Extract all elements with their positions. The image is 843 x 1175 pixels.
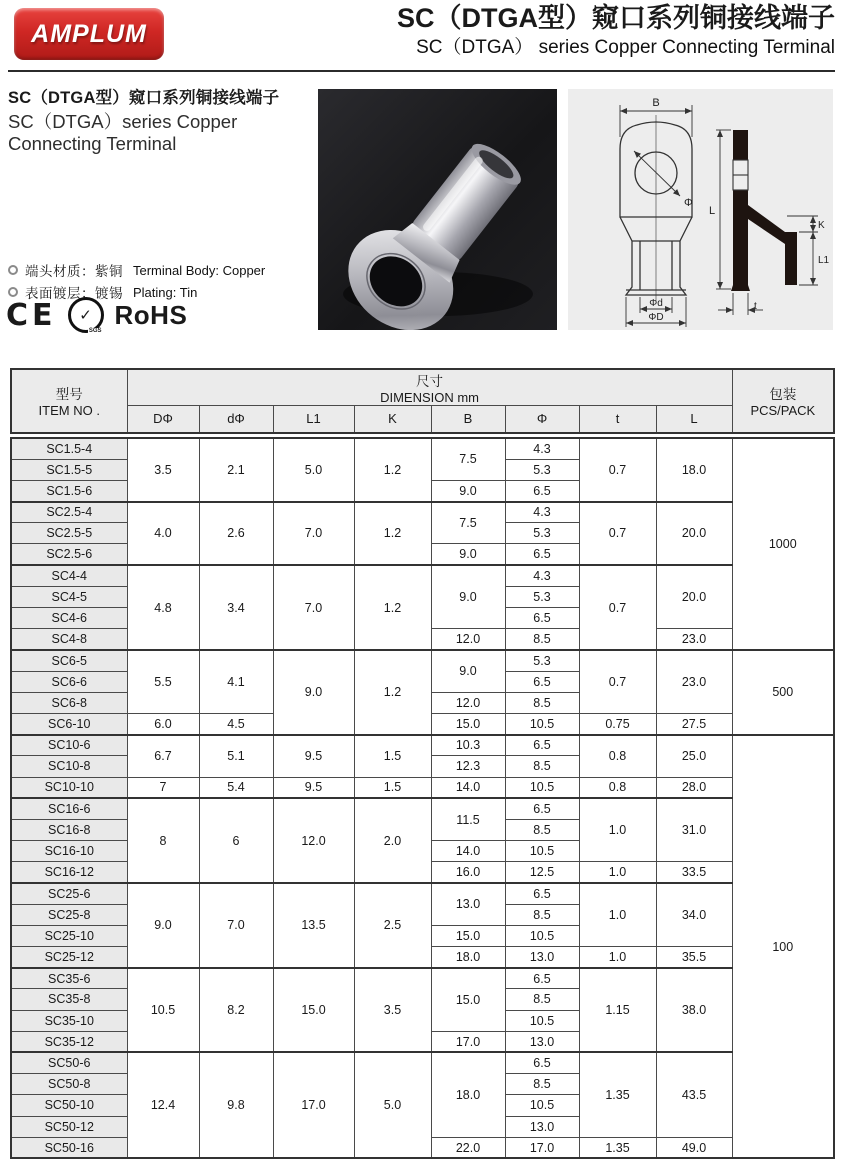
dim-value-cell: 7.0 [273, 565, 354, 650]
header-divider [8, 70, 835, 72]
dim-value-cell: 2.6 [199, 502, 273, 566]
dim-value-cell: 12.0 [431, 692, 505, 713]
dim-value-cell: 31.0 [656, 798, 732, 862]
dim-value-cell: 5.3 [505, 459, 579, 480]
dim-value-cell: 10.5 [505, 925, 579, 946]
spec-plating-zh: 表面镀层：镀锡 [25, 286, 123, 301]
table-row [11, 565, 834, 586]
table-row [11, 735, 834, 756]
dim-value-cell: 8.5 [505, 989, 579, 1010]
item-no-cell: SC4-6 [11, 608, 127, 629]
dim-value-cell: 38.0 [656, 968, 732, 1053]
dim-value-cell: 0.7 [579, 650, 656, 714]
dim-value-cell: 27.5 [656, 713, 732, 734]
dim-value-cell: 4.3 [505, 565, 579, 586]
dim-value-cell: 17.0 [431, 1031, 505, 1052]
dim-value-cell: 5.3 [505, 650, 579, 671]
dim-col-header: dΦ [199, 406, 273, 433]
dim-label-L1: L1 [818, 255, 830, 266]
dim-value-cell: 20.0 [656, 565, 732, 629]
dim-value-cell: 500 [732, 650, 834, 735]
dim-value-cell: 10.3 [431, 735, 505, 756]
dim-value-cell: 6.5 [505, 735, 579, 756]
dim-value-cell: 1.5 [354, 777, 431, 798]
dim-label-t: t [754, 301, 757, 312]
item-no-cell: SC6-8 [11, 692, 127, 713]
dim-value-cell: 1.2 [354, 650, 431, 735]
dim-value-cell: 5.4 [199, 777, 273, 798]
dim-value-cell: 8.2 [199, 968, 273, 1053]
item-no-cell: SC1.5-5 [11, 459, 127, 480]
table-row [11, 777, 834, 798]
dim-value-cell: 8 [127, 798, 199, 883]
col-header-pack: 包装 PCS/PACK [732, 369, 834, 433]
dim-value-cell: 1.15 [579, 968, 656, 1053]
product-intro [8, 84, 310, 155]
dim-value-cell: 5.0 [273, 438, 354, 502]
dim-value-cell: 9.0 [273, 650, 354, 735]
dim-value-cell: 17.0 [273, 1052, 354, 1158]
dim-value-cell: 9.5 [273, 735, 354, 777]
dim-value-cell: 1.35 [579, 1052, 656, 1137]
dim-value-cell: 1.5 [354, 735, 431, 777]
document-title-zh: SC（DTGA型）窥口系列铜接线端子 [397, 3, 835, 33]
dim-col-row [11, 406, 834, 433]
dim-value-cell: 6.5 [505, 608, 579, 629]
item-no-cell: SC16-8 [11, 819, 127, 840]
dim-value-cell: 3.5 [127, 438, 199, 502]
dim-value-cell: 3.5 [354, 968, 431, 1053]
dim-value-cell: 12.5 [505, 862, 579, 883]
amplum-logo-text: AMPLUM [31, 19, 147, 48]
dim-value-cell: 6.5 [505, 480, 579, 501]
dim-value-cell: 15.0 [431, 713, 505, 734]
dim-value-cell: 8.5 [505, 692, 579, 713]
dim-label-B: B [652, 97, 660, 109]
item-no-cell: SC2.5-6 [11, 544, 127, 565]
item-no-cell: SC1.5-4 [11, 438, 127, 459]
col-header-dimension: 尺寸 DIMENSION mm [127, 369, 732, 406]
dim-value-cell: 3.4 [199, 565, 273, 650]
dim-col-header: DΦ [127, 406, 199, 433]
dim-value-cell: 1.2 [354, 438, 431, 502]
dim-col-header: K [354, 406, 431, 433]
dim-value-cell: 9.0 [431, 650, 505, 692]
dim-value-cell: 18.0 [431, 947, 505, 968]
item-no-cell: SC4-4 [11, 565, 127, 586]
item-no-cell: SC16-10 [11, 841, 127, 862]
table-row [11, 438, 834, 459]
dim-value-cell: 12.0 [431, 629, 505, 650]
item-no-cell: SC25-8 [11, 904, 127, 925]
dim-label-phid: Φd [649, 298, 663, 309]
dim-value-cell: 33.5 [656, 862, 732, 883]
spec-body-zh: 端头材质：紫铜 [25, 264, 123, 279]
dim-value-cell: 1.0 [579, 883, 656, 947]
dim-value-cell: 2.0 [354, 798, 431, 883]
item-no-cell: SC10-6 [11, 735, 127, 756]
dim-value-cell: 9.5 [273, 777, 354, 798]
bullet-icon [8, 265, 18, 275]
item-no-cell: SC50-10 [11, 1095, 127, 1116]
dim-value-cell: 22.0 [431, 1137, 505, 1158]
dim-col-header: t [579, 406, 656, 433]
item-no-cell: SC50-8 [11, 1074, 127, 1095]
dim-value-cell: 8.5 [505, 819, 579, 840]
dim-value-cell: 6.5 [505, 968, 579, 989]
dim-value-cell: 16.0 [431, 862, 505, 883]
dim-value-cell: 1.0 [579, 862, 656, 883]
dim-value-cell: 4.5 [199, 713, 273, 734]
dim-label-L: L [709, 205, 716, 217]
dim-value-cell: 0.7 [579, 438, 656, 502]
dim-value-cell: 1.35 [579, 1137, 656, 1158]
dim-value-cell: 4.1 [199, 650, 273, 714]
bullet-icon [8, 287, 18, 297]
dim-value-cell: 12.3 [431, 756, 505, 777]
dim-value-cell: 4.3 [505, 502, 579, 523]
dimension-drawing-graphic [568, 89, 833, 330]
item-no-cell: SC50-6 [11, 1052, 127, 1073]
dim-value-cell: 9.0 [431, 480, 505, 501]
spec-row-body [8, 259, 310, 281]
dim-value-cell: 6.5 [505, 798, 579, 819]
dim-value-cell: 12.0 [273, 798, 354, 883]
dim-value-cell: 0.8 [579, 777, 656, 798]
dim-value-cell: 10.5 [505, 1010, 579, 1031]
dim-value-cell: 9.0 [127, 883, 199, 968]
dim-value-cell: 0.7 [579, 565, 656, 650]
spec-table-body [11, 438, 834, 1158]
spec-plating-en: Plating: Tin [133, 284, 198, 300]
table-row [11, 650, 834, 671]
rohs-mark: RoHS [114, 299, 188, 330]
item-no-cell: SC2.5-4 [11, 502, 127, 523]
dim-value-cell: 1.0 [579, 947, 656, 968]
spec-table-header [10, 368, 835, 434]
dim-value-cell: 17.0 [505, 1137, 579, 1158]
dim-value-cell: 12.4 [127, 1052, 199, 1158]
dim-value-cell: 6.5 [505, 883, 579, 904]
dim-value-cell: 8.5 [505, 629, 579, 650]
dim-value-cell: 8.5 [505, 904, 579, 925]
dim-value-cell: 9.0 [431, 565, 505, 629]
dim-value-cell: 13.5 [273, 883, 354, 968]
dim-value-cell: 1.2 [354, 502, 431, 566]
dim-value-cell: 25.0 [656, 735, 732, 777]
table-row [11, 502, 834, 523]
dim-value-cell: 7 [127, 777, 199, 798]
dim-value-cell: 43.5 [656, 1052, 732, 1137]
dim-label-K: K [818, 220, 825, 231]
certification-marks [6, 297, 187, 333]
table-row [11, 968, 834, 989]
item-no-cell: SC35-8 [11, 989, 127, 1010]
dim-value-cell: 0.8 [579, 735, 656, 777]
terminal-photo-graphic [318, 89, 557, 330]
dim-value-cell: 5.0 [354, 1052, 431, 1158]
dim-value-cell: 2.1 [199, 438, 273, 502]
dim-value-cell: 6.5 [505, 1052, 579, 1073]
document-title-en: SC（DTGA） series Copper Connecting Terminal [416, 37, 835, 59]
dim-label-phi: Φ [684, 197, 693, 209]
table-row [11, 798, 834, 819]
dim-value-cell: 8.5 [505, 1074, 579, 1095]
dim-value-cell: 8.5 [505, 756, 579, 777]
dim-value-cell: 100 [732, 735, 834, 1159]
dim-value-cell: 4.0 [127, 502, 199, 566]
dim-col-header: L1 [273, 406, 354, 433]
technical-drawing [568, 89, 833, 330]
dim-value-cell: 18.0 [656, 438, 732, 502]
dim-value-cell: 4.3 [505, 438, 579, 459]
dim-value-cell: 20.0 [656, 502, 732, 566]
dim-value-cell: 10.5 [505, 713, 579, 734]
table-row [11, 1052, 834, 1073]
table-row [11, 883, 834, 904]
item-no-cell: SC50-16 [11, 1137, 127, 1158]
sgs-mark-icon: ✓ SGS [68, 297, 104, 333]
dim-value-cell: 4.8 [127, 565, 199, 650]
ce-mark-icon: CE [6, 297, 57, 333]
dim-value-cell: 2.5 [354, 883, 431, 968]
item-no-cell: SC50-12 [11, 1116, 127, 1137]
dim-value-cell: 6.0 [127, 713, 199, 734]
dim-value-cell: 34.0 [656, 883, 732, 947]
dim-value-cell: 9.8 [199, 1052, 273, 1158]
item-no-cell: SC25-6 [11, 883, 127, 904]
item-no-cell: SC16-6 [11, 798, 127, 819]
dim-value-cell: 35.5 [656, 947, 732, 968]
item-no-cell: SC35-6 [11, 968, 127, 989]
spec-body-en: Terminal Body: Copper [133, 262, 266, 278]
item-no-cell: SC25-10 [11, 925, 127, 946]
dim-value-cell: 0.75 [579, 713, 656, 734]
dim-col-header: L [656, 406, 732, 433]
product-photo [318, 89, 557, 330]
dim-value-cell: 14.0 [431, 841, 505, 862]
item-no-cell: SC4-8 [11, 629, 127, 650]
product-title-en: SC（DTGA）series Copper Connecting Terminal [8, 111, 238, 155]
dim-value-cell: 23.0 [656, 650, 732, 714]
item-no-cell: SC6-10 [11, 713, 127, 734]
dim-value-cell: 6.7 [127, 735, 199, 777]
dim-col-header: Φ [505, 406, 579, 433]
spec-table [10, 437, 835, 1159]
dim-value-cell: 7.0 [273, 502, 354, 566]
dim-value-cell: 15.0 [431, 968, 505, 1032]
dim-value-cell: 5.3 [505, 523, 579, 544]
dim-value-cell: 6.5 [505, 544, 579, 565]
dim-value-cell: 9.0 [431, 544, 505, 565]
dim-value-cell: 10.5 [505, 841, 579, 862]
dim-value-cell: 7.5 [431, 502, 505, 544]
dim-value-cell: 5.1 [199, 735, 273, 777]
dim-value-cell: 6 [199, 798, 273, 883]
dim-value-cell: 15.0 [431, 925, 505, 946]
dim-value-cell: 10.5 [505, 1095, 579, 1116]
item-no-cell: SC6-6 [11, 671, 127, 692]
dim-value-cell: 13.0 [431, 883, 505, 925]
dim-value-cell: 7.5 [431, 438, 505, 480]
dim-value-cell: 18.0 [431, 1052, 505, 1137]
dim-value-cell: 6.5 [505, 671, 579, 692]
product-title-zh: SC（DTGA型）窥口系列铜接线端子 [8, 89, 280, 107]
item-no-cell: SC4-5 [11, 586, 127, 607]
dim-value-cell: 10.5 [505, 777, 579, 798]
dim-label-phiD: ΦD [648, 312, 664, 323]
dim-value-cell: 23.0 [656, 629, 732, 650]
item-no-cell: SC10-8 [11, 756, 127, 777]
col-header-item-no: 型号 ITEM NO . [11, 369, 127, 433]
item-no-cell: SC16-12 [11, 862, 127, 883]
dim-value-cell: 49.0 [656, 1137, 732, 1158]
dim-value-cell: 0.7 [579, 502, 656, 566]
dim-col-header: B [431, 406, 505, 433]
item-no-cell: SC1.5-6 [11, 480, 127, 501]
dim-value-cell: 1.0 [579, 798, 656, 862]
dim-value-cell: 11.5 [431, 798, 505, 840]
dim-value-cell: 15.0 [273, 968, 354, 1053]
dim-value-cell: 13.0 [505, 1031, 579, 1052]
dim-value-cell: 13.0 [505, 947, 579, 968]
dim-value-cell: 14.0 [431, 777, 505, 798]
dim-value-cell: 28.0 [656, 777, 732, 798]
dim-value-cell: 13.0 [505, 1116, 579, 1137]
dim-value-cell: 1.2 [354, 565, 431, 650]
dim-value-cell: 5.5 [127, 650, 199, 714]
item-no-cell: SC35-12 [11, 1031, 127, 1052]
dim-value-cell: 1000 [732, 438, 834, 650]
item-no-cell: SC10-10 [11, 777, 127, 798]
item-no-cell: SC6-5 [11, 650, 127, 671]
amplum-logo [14, 8, 164, 60]
dim-value-cell: 5.3 [505, 586, 579, 607]
item-no-cell: SC35-10 [11, 1010, 127, 1031]
dim-value-cell: 7.0 [199, 883, 273, 968]
item-no-cell: SC25-12 [11, 947, 127, 968]
item-no-cell: SC2.5-5 [11, 523, 127, 544]
dim-value-cell: 10.5 [127, 968, 199, 1053]
document-title [397, 3, 835, 59]
